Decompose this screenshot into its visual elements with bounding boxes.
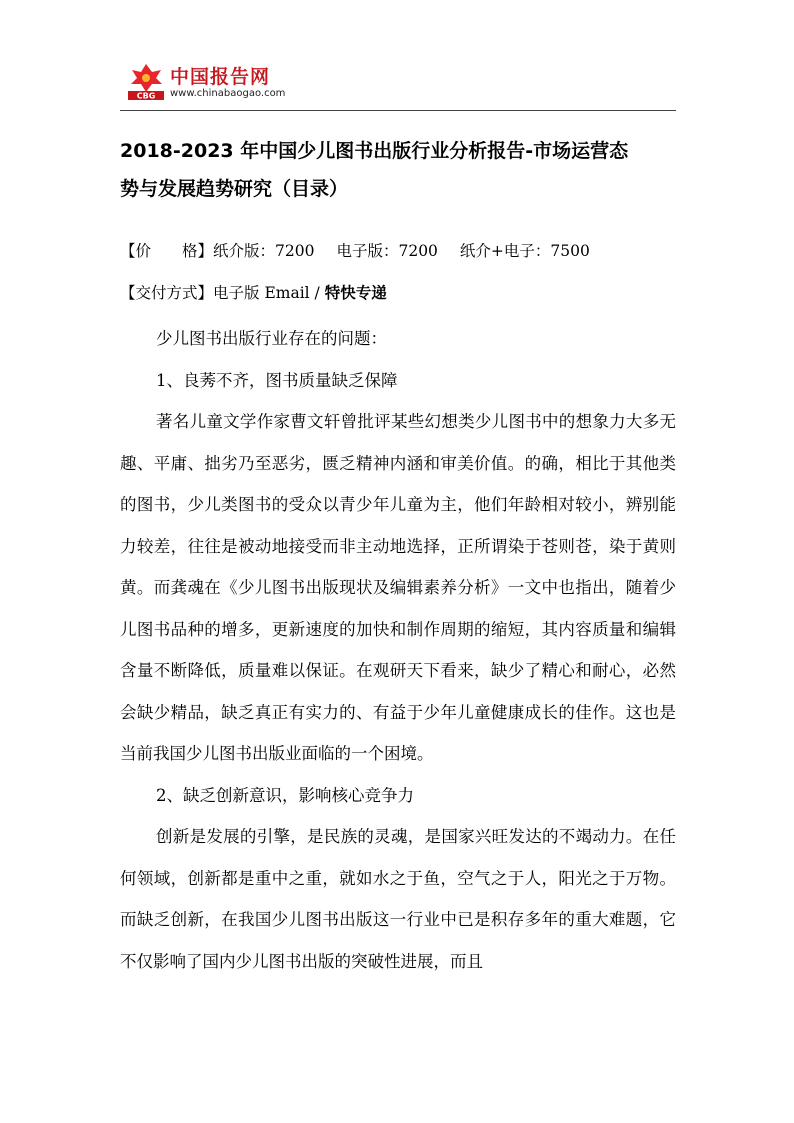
section-heading-2: 2、缺乏创新意识，影响核心竞争力 — [156, 785, 414, 805]
price-combo: 纸介+电子：7500 — [459, 242, 590, 260]
header-divider — [120, 110, 676, 111]
logo-text: CBG — [136, 91, 156, 100]
delivery-method: 电子版 Email / — [213, 284, 320, 302]
brand-name: 中国报告网 — [170, 66, 271, 88]
price-paper: 纸介版：7200 — [213, 242, 315, 260]
section-paragraph-1: 著名儿童文学作家曹文轩曾批评某些幻想类少儿图书中的想象力大多无趣、平庸、拙劣乃至恶劣，匮乏精神内涵和审美价值。的确，相比于其他类的图书，少儿类图书的受众以青少年儿童为主，他们年龄相对较小，辨别能力较差，往往是被动地接受而非主动地选择，正所谓染于苍则苍，染于黄则黄。而龚魂在《少儿图书出版现状及编辑素养分析》一文中也指出，随着少儿图书品种的增多，更新速度的加快和制作周期的缩短，其内容质量和编辑含量不断降低，质量难以保证。在观研天下看来，缺少了精心和耐心，必然会缺少精品，缺乏真正有实力的、有益于少年儿童健康成长的佳作。这也是当前我国少儿图书出版业面临的一个困境。 — [120, 412, 676, 763]
page-header — [120, 58, 676, 110]
delivery-label: 【交付方式】 — [120, 284, 214, 302]
intro-paragraph: 少儿图书出版行业存在的问题： — [156, 329, 387, 348]
delivery-line — [120, 283, 700, 303]
section-paragraph-2: 创新是发展的引擎，是民族的灵魂，是国家兴旺发达的不竭动力。在任何领域，创新都是重中之重，就如水之于鱼，空气之于人，阳光之于万物。而缺乏创新，在我国少儿图书出版这一行业中已是积存多年的重大难题，它不仅影响了国内少儿图书出版的突破性进展，而且 — [120, 827, 676, 971]
logo-icon — [128, 62, 164, 100]
price-electronic: 电子版：7200 — [336, 242, 438, 260]
price-line — [120, 241, 700, 261]
report-title — [120, 132, 680, 208]
brand-url: www.chinabaogao.com — [170, 88, 286, 99]
report-body — [120, 318, 676, 982]
delivery-express: 特快专递 — [324, 283, 387, 302]
price-label: 【价 格】 — [120, 242, 214, 260]
report-title-line2: 势与发展趋势研究（目录） — [120, 178, 349, 200]
report-title-line1: 2018-2023 年中国少儿图书出版行业分析报告-市场运营态 — [120, 140, 629, 162]
section-heading-1: 1、良莠不齐，图书质量缺乏保障 — [156, 370, 398, 390]
